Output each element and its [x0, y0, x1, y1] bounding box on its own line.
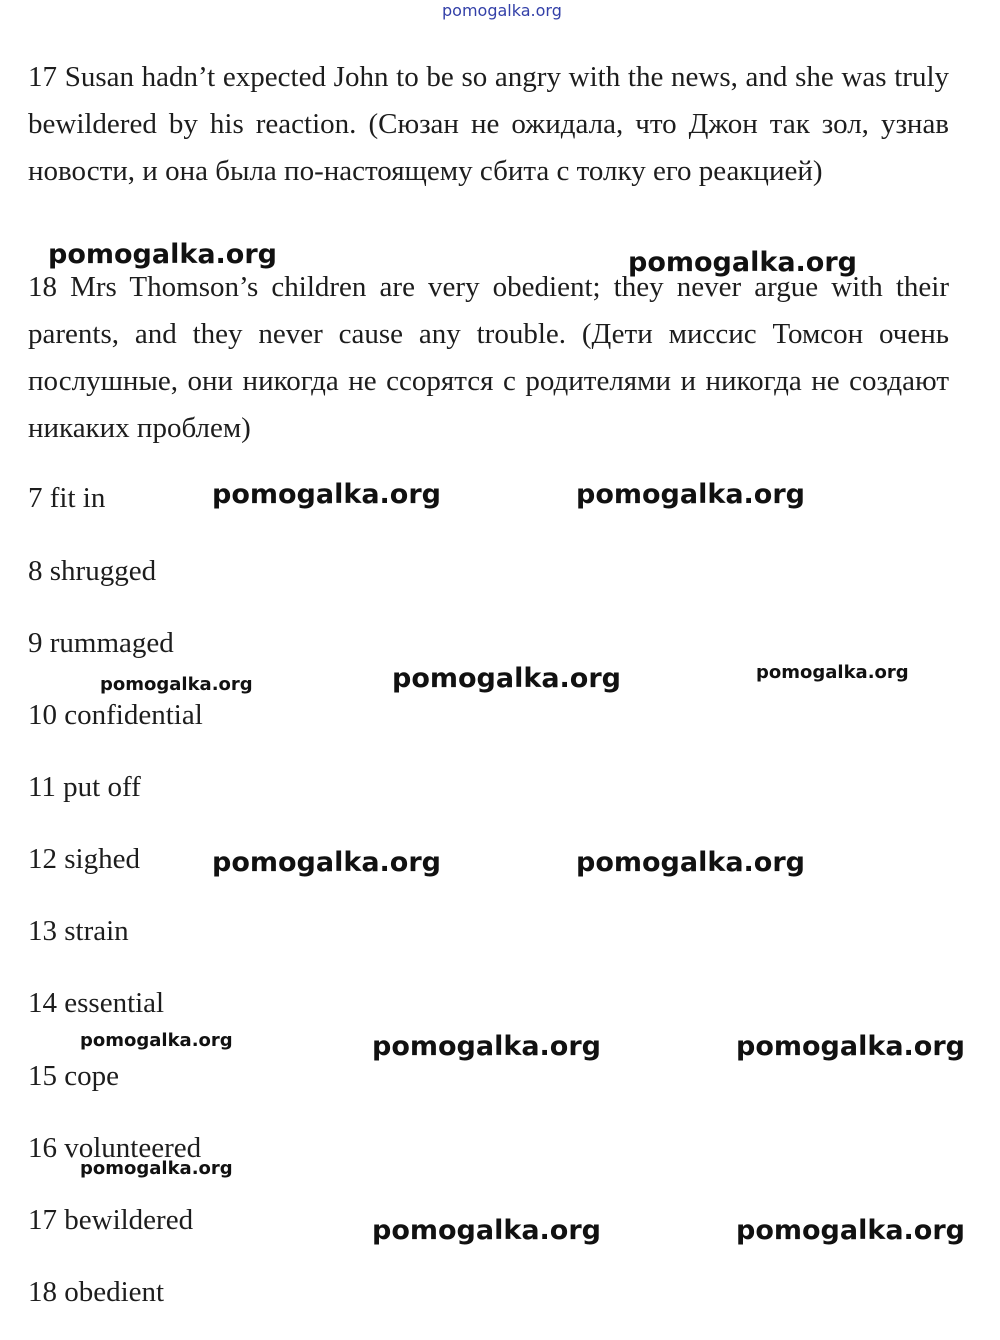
paragraph-18 — [28, 264, 949, 452]
answer-item: 17 bewildered — [28, 1204, 194, 1236]
watermark: pomogalka.org — [80, 1030, 233, 1051]
paragraph-number: 17 — [28, 61, 57, 93]
answer-item: 16 volunteered — [28, 1132, 202, 1164]
answer-item: 12 sighed — [28, 843, 140, 875]
watermark: pomogalka.org — [576, 479, 805, 510]
paragraph-russian: (Дети миссис Томсон очень послушные, они никогда не ссорятся с родителями и никогда не создают никаких проблем) — [28, 318, 949, 444]
answer-item: 8 shrugged — [28, 555, 157, 587]
answer-item: 9 rummaged — [28, 627, 174, 659]
watermark: pomogalka.org — [212, 847, 441, 878]
paragraph-english: Susan hadn’t expected John to be so angry with the news, and she was truly bewildered by his reaction. — [28, 61, 950, 140]
watermark: pomogalka.org — [212, 479, 441, 510]
answer-item: 10 confidential — [28, 699, 203, 731]
paragraph-russian: (Сюзан не ожидала, что Джон так зол, узнав новости, и она была по-настоящему сбита с толку его реакцией) — [28, 108, 950, 187]
paragraph-english: Mrs Thomson’s children are very obedient; they never argue with their parents, and they never cause any trouble. — [28, 271, 950, 350]
answer-item: 11 put off — [28, 771, 141, 803]
watermark: pomogalka.org — [80, 1158, 233, 1179]
watermark: pomogalka.org — [392, 663, 621, 694]
watermark: pomogalka.org — [372, 1031, 601, 1062]
paragraph-17 — [28, 54, 949, 195]
watermark: pomogalka.org — [628, 247, 857, 278]
answer-item: 7 fit in — [28, 482, 106, 514]
answer-item: 18 obedient — [28, 1276, 165, 1308]
answer-item: 13 strain — [28, 915, 129, 947]
watermark: pomogalka.org — [372, 1215, 601, 1246]
watermark: pomogalka.org — [736, 1031, 965, 1062]
watermark: pomogalka.org — [100, 674, 253, 695]
paragraph-number: 18 — [28, 271, 57, 303]
watermark: pomogalka.org — [736, 1215, 965, 1246]
watermark: pomogalka.org — [756, 662, 909, 683]
watermark: pomogalka.org — [576, 847, 805, 878]
watermark-top: pomogalka.org — [442, 1, 562, 20]
answer-item: 15 cope — [28, 1060, 119, 1092]
answer-item: 14 essential — [28, 987, 165, 1019]
watermark: pomogalka.org — [48, 239, 277, 270]
